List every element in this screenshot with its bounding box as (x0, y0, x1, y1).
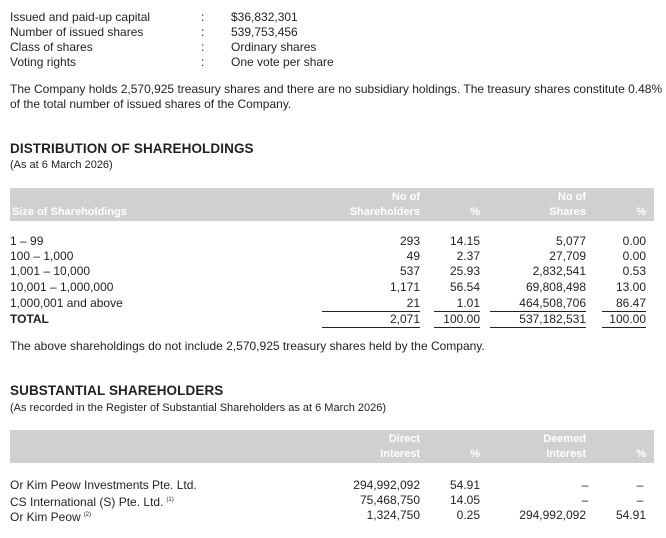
row-pct2: 86.47 (615, 296, 646, 310)
treasury-note-line1: The Company holds 2,570,925 treasury shares and there are no subsidiary holdings. The treasury shares constitute 0.48% (10, 82, 663, 96)
total-underline-pct1 (434, 327, 480, 328)
capital-label: Number of issued shares (10, 25, 144, 39)
capital-colon: : (201, 40, 205, 54)
capital-colon: : (201, 25, 205, 39)
total-label: TOTAL (10, 312, 49, 326)
direct-pct: 54.91 (449, 478, 480, 492)
capital-label: Issued and paid-up capital (10, 10, 151, 24)
distribution-title: DISTRIBUTION OF SHAREHOLDINGS (10, 141, 254, 156)
row-shares: 69,808,498 (525, 280, 586, 294)
shareholder-name (10, 478, 197, 493)
header-sub-pct2: % (636, 448, 646, 460)
header-shareholders: Shareholders (349, 206, 420, 218)
row-holders: 293 (399, 234, 420, 248)
deemed-pct: – (636, 478, 644, 492)
row-pct2: 0.00 (622, 234, 646, 248)
row-size: 1,000,001 and above (10, 296, 123, 310)
row-pct1: 56.54 (449, 280, 480, 294)
distribution-note: The above shareholdings do not include 2,570,925 treasury shares held by the Company. (10, 339, 485, 353)
row-holders: 21 (406, 296, 420, 310)
deemed-interest: – (581, 478, 589, 492)
row-pct2: 0.00 (622, 249, 646, 263)
capital-value: One vote per share (231, 55, 334, 69)
total-line-holders (322, 311, 420, 312)
capital-value: Ordinary shares (231, 40, 317, 54)
total-line-pct1 (434, 311, 480, 312)
total-shares: 537,182,531 (519, 312, 586, 326)
deemed-interest: – (581, 493, 589, 507)
total-underline-shares (490, 327, 586, 328)
shareholder-name-text: Or Kim Peow (10, 510, 81, 524)
row-holders: 1,171 (389, 280, 420, 294)
direct-interest: 294,992,092 (353, 478, 420, 492)
row-pct2: 13.00 (615, 280, 646, 294)
header-pct2: % (636, 206, 646, 218)
row-holders: 49 (406, 249, 420, 263)
total-pct1: 100.00 (443, 312, 480, 326)
header-size: Size of Shareholdings (12, 206, 127, 218)
footnote-marker: (2) (83, 512, 92, 518)
row-shares: 27,709 (549, 249, 586, 263)
direct-interest: 1,324,750 (366, 508, 420, 522)
header-no-of-holders: No of (391, 191, 420, 203)
total-pct2: 100.00 (609, 312, 646, 326)
treasury-note-line2: of the total number of issued shares of the Company. (10, 97, 292, 111)
row-pct2: 0.53 (622, 264, 646, 278)
deemed-pct: – (636, 493, 644, 507)
deemed-interest: 294,992,092 (519, 508, 586, 522)
total-underline-holders (322, 327, 420, 328)
total-line-pct2 (602, 311, 646, 312)
header-shares: Shares (549, 206, 586, 218)
capital-colon: : (201, 55, 205, 69)
header-deemed-interest: Interest (546, 448, 586, 460)
substantial-subtitle: (As recorded in the Register of Substantial Shareholders as at 6 March 2026) (10, 402, 387, 414)
row-shares: 2,832,541 (532, 264, 586, 278)
row-pct1: 1.01 (456, 296, 480, 310)
capital-colon: : (201, 10, 205, 24)
capital-label: Class of shares (10, 40, 93, 54)
header-deemed: Deemed (543, 433, 586, 445)
distribution-subtitle: (As at 6 March 2026) (10, 159, 113, 171)
deemed-pct: 54.91 (615, 508, 646, 522)
capital-value: $36,832,301 (231, 10, 298, 24)
header-no-of-shares: No of (557, 191, 586, 203)
total-line-shares (490, 311, 586, 312)
row-size: 100 – 1,000 (10, 249, 74, 263)
shareholder-name (10, 508, 91, 525)
substantial-title: SUBSTANTIAL SHAREHOLDERS (10, 383, 224, 398)
shareholder-name-text: Or Kim Peow Investments Pte. Ltd. (10, 478, 197, 492)
total-holders: 2,071 (389, 312, 420, 326)
header-direct-interest: Interest (380, 448, 420, 460)
row-pct1: 14.15 (449, 234, 480, 248)
direct-interest: 75,468,750 (359, 493, 420, 507)
header-pct1: % (470, 206, 480, 218)
row-size: 1 – 99 (10, 234, 44, 248)
capital-label: Voting rights (10, 55, 77, 69)
row-pct1: 25.93 (449, 264, 480, 278)
header-sub-pct1: % (470, 448, 480, 460)
row-size: 10,001 – 1,000,000 (10, 280, 114, 294)
row-shares: 5,077 (555, 234, 586, 248)
direct-pct: 0.25 (456, 508, 480, 522)
row-pct1: 2.37 (456, 249, 480, 263)
total-underline-pct2 (602, 327, 646, 328)
footnote-marker: (1) (166, 497, 174, 503)
capital-value: 539,753,456 (231, 25, 298, 39)
row-holders: 537 (399, 264, 420, 278)
row-shares: 464,508,706 (519, 296, 586, 310)
header-direct: Direct (388, 433, 420, 445)
row-size: 1,001 – 10,000 (10, 264, 91, 278)
shareholder-name-text: CS International (S) Pte. Ltd. (10, 495, 164, 509)
direct-pct: 14.05 (449, 493, 480, 507)
